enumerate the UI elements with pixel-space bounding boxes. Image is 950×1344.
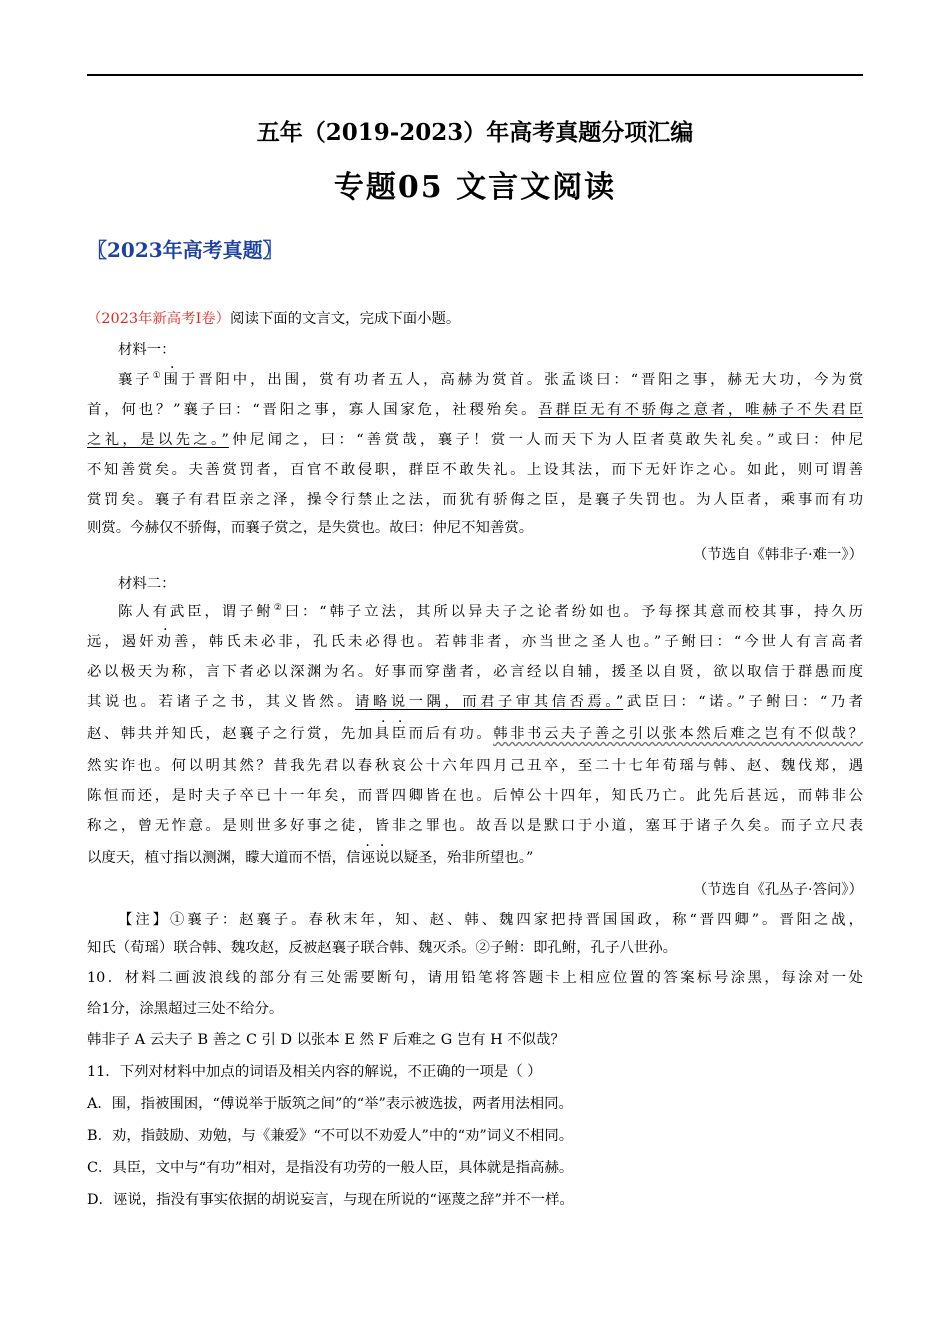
page-subtitle: 专题05 文言文阅读 — [333, 170, 617, 205]
q11-option-c: C．具臣，文中与“有功”相对，是指没有功劳的一般人臣，具体就是指高赫。 — [87, 1160, 574, 1176]
material1-citation: （节选自《韩非子·难一》） — [692, 547, 863, 563]
text-run: 首，何也？”襄子曰：“晋阳之事，寡人国家危，社稷殆矣。 — [87, 402, 539, 418]
text-run: 武臣曰：“诺。”子鲋曰：“乃者 — [623, 694, 863, 710]
q10-line-2: 给1分，涂黑超过三处不给分。 — [87, 1001, 284, 1017]
q10-options: 韩非子 A 云夫子 B 善之 C 引 D 以张本 E 然 F 后难之 G 岂有 H 不似哉？ — [87, 1032, 565, 1048]
material2-line-3: 必以极天为称，言下者必以深渊为名。好事而穿凿者，必言经以自辅，援圣以自贤，欲以取信于群愚而度 — [87, 664, 863, 680]
text-run: 善，韩氏未必非，孔氏未必得也。若韩非者，亦当世之圣人也。”子鲋曰：“今世人有言高者 — [174, 634, 863, 650]
q10-line-1: 10．材料二画波浪线的部分有三处需要断句，请用铅笔将答题卡上相应位置的答案标号涂黑，每涂对一处 — [87, 970, 863, 986]
q11-option-a: A．围，指被围困，“傅说举于版筑之间”的“举”表示被选拔，两者用法相同。 — [87, 1096, 573, 1112]
text-run: 赵、韩共并知氏，赵襄子之行赏，先加 — [87, 726, 375, 742]
q11-stem: 11．下列对材料中加点的词语及相关内容的解说，不正确的一项是（ ） — [87, 1064, 542, 1080]
material2-line-8: 称之，曾无怍意。是则世多好事之徒，皆非之罪也。故吾以是默口于小道，塞耳于诸子久矣。而子立尺表 — [87, 818, 863, 834]
underlined-sentence: 请略说一隅，而君子审其信否焉。” — [355, 694, 624, 710]
dotted-word: 说 — [374, 850, 390, 866]
q11-option-b: B．劝，指鼓励、劝勉，与《兼爱》“不可以不劝爱人”中的“劝”词义不相同。 — [87, 1128, 574, 1144]
text-run: 曰：“韩子立法，其所以异夫子之论者纷如也。予每探其意而校其事，持久历 — [284, 604, 863, 620]
text-run: 以度天，植寸指以测渊，矇大道而不悟，信 — [87, 850, 361, 866]
text-run: 襄子 — [118, 372, 153, 388]
header-rule — [87, 74, 863, 76]
dotted-word: 具 — [374, 726, 392, 742]
material2-line-4 — [87, 693, 863, 711]
material2-line-1 — [118, 603, 863, 621]
dotted-word: 诬 — [360, 850, 375, 866]
dotted-word: 劝 — [156, 634, 174, 650]
material2-line-6: 然实诈也。何以明其然？昔我先君以春秋哀公十六年四月己丑卒，至二十七年荀瑶与韩、赵、魏伐郑，遇 — [87, 758, 863, 774]
intro-text: 阅读下面的文言文，完成下面小题。 — [230, 311, 461, 327]
wavy-underlined-sentence: 韩非书云夫子善之引以张本然后难之岂有不似哉？ — [493, 726, 863, 742]
section-heading: 〖2023年高考真题〗 — [87, 238, 283, 262]
note-line-2: 知氏（荀瑶）联合韩、魏攻赵，反被赵襄子联合韩、魏灭杀。②子鲋：即孔鲋，孔子八世孙。 — [87, 940, 678, 956]
dotted-word: 围 — [163, 372, 181, 388]
underlined-sentence: 之礼，是以先之。” — [87, 432, 229, 448]
material1-line-6: 则赏。今赫仅不骄侮，而襄子赏之，是失赏也。故曰：仲尼不知善赏。 — [87, 520, 534, 536]
text-run: 陈人有武臣，谓子鲋 — [118, 604, 274, 620]
material2-label: 材料二： — [118, 576, 176, 592]
exam-source: （2023年新高考Ⅰ卷） — [87, 311, 231, 327]
material2-citation: （节选自《孔丛子·答问》） — [692, 882, 863, 898]
text-run: 而后有功。 — [408, 726, 494, 742]
material2-line-5 — [87, 725, 863, 743]
material1-line-4: 不知善赏矣。夫善赏罚者，百官不敢侵职，群臣不敢失礼。上设其法，而下无奸诈之心。如此，则可谓善 — [87, 462, 863, 478]
dotted-word: 臣 — [391, 726, 409, 742]
text-run: 以疑圣，殆非所望也。” — [389, 850, 534, 866]
note-line-1: 【注】①襄子：赵襄子。春秋末年，知、赵、韩、魏四家把持晋国国政，称“晋四卿”。晋阳之战， — [118, 912, 863, 928]
material1-label: 材料一： — [118, 342, 176, 358]
material1-line-5: 赏罚矣。襄子有君臣亲之泽，操令行禁止之法，而犹有骄侮之臣，是襄子失罚也。为人臣者，乘事而有功 — [87, 492, 863, 508]
material1-line-1 — [118, 371, 863, 389]
text-run: 其说也。若诸子之书，其义皆然。 — [87, 694, 356, 710]
footnote-mark: ① — [152, 371, 164, 382]
material2-line-7: 陈恒而还，是时夫子卒已十一年矣，而晋四卿皆在也。后悼公十四年，知氏乃亡。此先后甚远，而韩非公 — [87, 788, 863, 804]
material2-line-2 — [87, 633, 863, 651]
text-run: 远，遏奸 — [87, 634, 157, 650]
material2-line-9 — [87, 849, 863, 867]
text-run: 于晋阳中，出围，赏有功者五人，高赫为赏首。张孟谈曰：“晋阳之事，赫无大功，今为赏 — [180, 372, 863, 388]
q11-option-d: D．诬说，指没有事实依据的胡说妄言，与现在所说的“诬蔑之辞”并不一样。 — [87, 1192, 574, 1208]
material1-line-3 — [87, 431, 863, 449]
intro-line — [87, 310, 863, 328]
underlined-sentence: 吾群臣无有不骄侮之意者，唯赫子不失君臣 — [538, 402, 863, 418]
material1-line-2 — [87, 401, 863, 419]
text-run: 仲尼闻之，曰：“善赏哉，襄子！赏一人而天下为人臣者莫敢失礼矣。”或曰：仲尼 — [228, 432, 863, 448]
page-title: 五年（2019-2023）年高考真题分项汇编 — [256, 119, 694, 146]
footnote-mark: ② — [273, 603, 285, 614]
